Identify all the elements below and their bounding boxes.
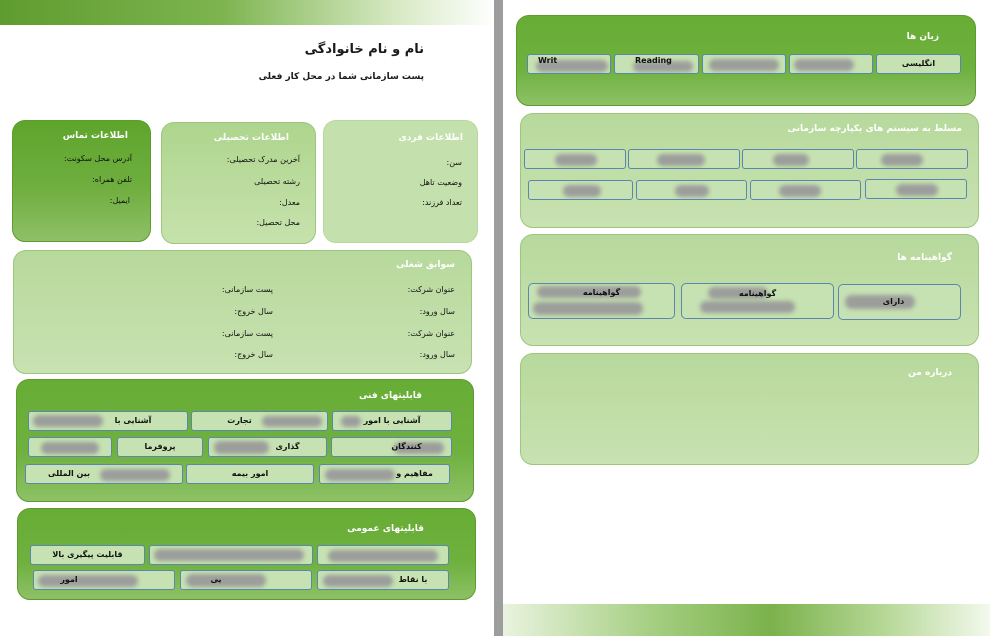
language-chip: Reading [614,54,699,74]
general-skill-chip [149,545,313,565]
certificates-title: گواهینامه ها [897,253,952,263]
technical-skill-chip: آشنایی با [28,411,188,431]
experience-entry-year-1: سال ورود: [419,307,455,316]
contact-field-address: آدرس محل سکونت: [63,154,132,163]
general-skill-chip [317,545,449,565]
system-chip [856,149,968,169]
systems-box [520,113,979,228]
contact-info-title: اطلاعات تماس [62,131,128,141]
experience-post-1: پست سازمانی: [221,285,273,294]
system-chip [865,179,967,199]
contact-info-box [12,120,151,242]
experience-exit-year-1: سال خروج: [234,307,273,316]
personal-field-children: تعداد فرزند: [422,198,462,207]
technical-skill-chip: کنندگان [331,437,452,457]
job-position: پست سازمانی شما در محل کار فعلی [258,72,424,82]
technical-skill-chip: بین المللی [25,464,183,484]
left-page [0,0,494,636]
language-chip: انگلیسی [876,54,961,74]
experience-exit-year-2: سال خروج: [234,350,273,359]
technical-skills-title: قابلیتهای فنی [358,391,422,401]
about-me-title: درباره من [908,368,952,378]
right-page [503,0,990,636]
education-field-degree: آخرین مدرک تحصیلی: [226,155,300,164]
language-chip [702,54,786,74]
page-separator [494,0,503,636]
technical-skill-chip: آشنایی با امور [332,411,452,431]
system-chip [628,149,740,169]
education-field-place: محل تحصیل: [256,218,300,227]
experience-company-2: عنوان شرکت: [407,329,455,338]
contact-field-mobile: تلفن همراه: [92,175,132,184]
experience-company-1: عنوان شرکت: [407,285,455,294]
technical-skill-chip [28,437,112,457]
education-field-gpa: معدل: [279,198,300,207]
work-experience-title: سوابق شغلی [396,260,455,270]
system-chip [528,180,633,200]
system-chip [750,180,861,200]
top-decorative-band [0,0,494,25]
languages-box [516,15,976,106]
general-skill-chip: با نقاط [317,570,449,590]
experience-entry-year-2: سال ورود: [419,350,455,359]
contact-field-email: ایمیل: [109,196,130,205]
language-chip [789,54,873,74]
technical-skill-chip: گذاری [208,437,327,457]
system-chip [636,180,747,200]
education-info-title: اطلاعات تحصیلی [213,133,289,143]
personal-field-age: سن: [446,158,462,167]
language-chip: Writ [527,54,611,74]
personal-info-box [323,120,478,243]
languages-title: زبان ها [906,32,939,42]
certificate-chip: گواهینامه [681,283,834,319]
general-skills-title: قابلیتهای عمومی [347,524,424,534]
personal-field-marital: وضعیت تاهل [419,178,462,187]
general-skill-chip: قابلیت پیگیری بالا [30,545,145,565]
bottom-decorative-band [503,604,990,636]
work-experience-box [13,250,472,374]
technical-skill-chip: پروفرما [117,437,203,457]
system-chip [524,149,626,169]
systems-title: مسلط به سیستم های یکپارچه سازمانی [787,124,962,134]
system-chip [742,149,854,169]
technical-skill-chip: مفاهیم و [319,464,450,484]
certificate-chip: دارای [838,284,961,320]
certificates-box [520,234,979,346]
education-info-box [161,122,316,244]
experience-post-2: پست سازمانی: [221,329,273,338]
technical-skill-chip: تجارت [191,411,328,431]
general-skills-box [17,508,476,600]
about-me-box [520,353,979,465]
technical-skills-box [16,379,474,502]
certificate-chip: گواهینامه [528,283,675,319]
general-skill-chip: یی [180,570,312,590]
general-skill-chip: امور [33,570,175,590]
full-name: نام و نام خانوادگی [304,42,424,57]
technical-skill-chip: امور بیمه [186,464,314,484]
education-field-major: رشته تحصیلی [254,177,300,186]
personal-info-title: اطلاعات فردی [398,133,463,143]
